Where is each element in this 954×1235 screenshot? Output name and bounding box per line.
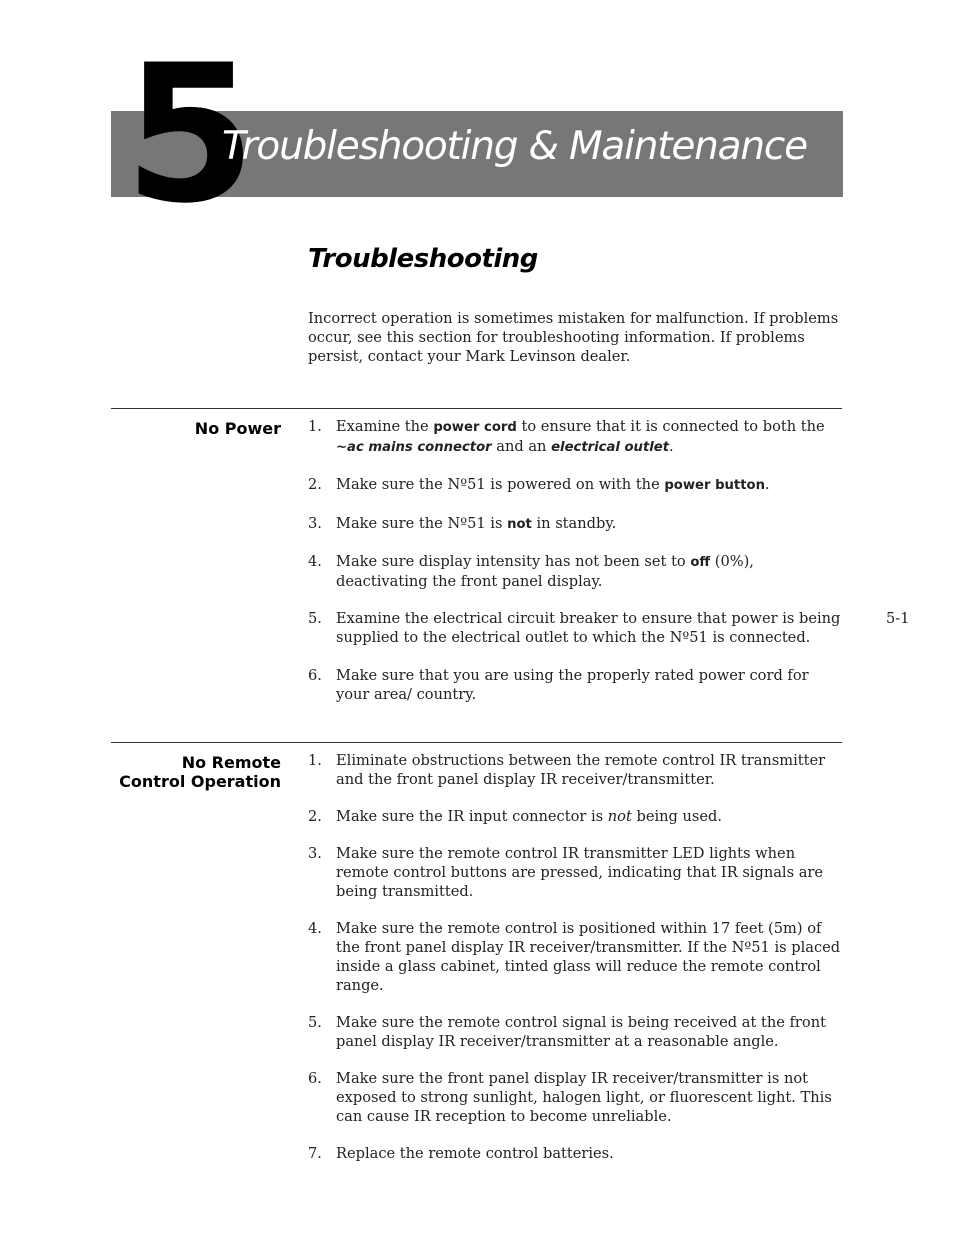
- keyword: electrical outlet: [551, 440, 670, 455]
- no-power-heading: No Power: [194, 419, 281, 438]
- section-divider: [111, 742, 842, 743]
- section-title: Troubleshooting: [308, 244, 538, 274]
- list-item: 6. Make sure that you are using the properly rated power cord for your area/ country.: [308, 667, 809, 703]
- list-item: 7. Replace the remote control batteries.: [308, 1145, 614, 1162]
- keyword: power button: [664, 478, 765, 493]
- chapter-number: 5: [124, 24, 249, 245]
- keyword: power cord: [433, 420, 517, 435]
- keyword: not: [507, 517, 532, 532]
- step-number: 6.: [308, 1070, 322, 1087]
- step-number: 3.: [308, 845, 322, 862]
- step-number: 2.: [308, 476, 322, 493]
- list-item: 3. Make sure the Nº51 is not in standby.: [308, 515, 617, 532]
- step-number: 1.: [308, 752, 322, 769]
- list-item: 1. Eliminate obstructions between the remote control IR transmitter and the front panel display IR receiver/transmitter.: [308, 752, 826, 788]
- step-number: 5.: [308, 1014, 322, 1031]
- list-item: 2. Make sure the Nº51 is powered on with the power button.: [308, 476, 770, 493]
- list-item: 5. Make sure the remote control signal is being received at the front panel display IR receiver/transmitter at a reasonable angle.: [308, 1014, 826, 1050]
- no-remote-steps: [308, 751, 844, 1163]
- list-item: 4. Make sure display intensity has not been set to off (0%), deactivating the front panel display.: [308, 553, 754, 590]
- intro-paragraph: Incorrect operation is sometimes mistaken for malfunction. If problems occur, see this section for troubleshooting information. If problems persist, contact your Mark Levinson dealer.: [308, 310, 839, 365]
- step-number: 7.: [308, 1145, 322, 1162]
- step-number: 4.: [308, 920, 322, 937]
- list-item: 3. Make sure the remote control IR transmitter LED lights when remote control buttons are pressed, indicating that IR signals are being transmitted.: [308, 845, 824, 900]
- list-item: 1. Examine the power cord to ensure that it is connected to both the ~ac mains connector and an electrical outlet.: [308, 418, 825, 455]
- step-number: 1.: [308, 418, 322, 435]
- step-number: 4.: [308, 553, 322, 570]
- section-divider: [111, 408, 842, 409]
- no-power-steps: [308, 417, 844, 704]
- step-number: 6.: [308, 667, 322, 684]
- no-remote-heading: No Remote Control Operation: [119, 753, 281, 791]
- list-item: 4. Make sure the remote control is positioned within 17 feet (5m) of the front panel display IR receiver/transmitter. If the Nº51 is placed inside a glass cabinet, tinted glass will reduce the remote control range.: [308, 920, 841, 994]
- list-item: 5. Examine the electrical circuit breaker to ensure that power is being supplied to the electrical outlet to which the Nº51 is connected.: [308, 610, 841, 646]
- list-item: 2. Make sure the IR input connector is not being used.: [308, 808, 723, 825]
- keyword: ~ac mains connector: [336, 440, 492, 455]
- chapter-title: Troubleshooting & Maintenance: [222, 124, 807, 169]
- step-number: 2.: [308, 808, 322, 825]
- list-item: 6. Make sure the front panel display IR receiver/transmitter is not exposed to strong sunlight, halogen light, or fluorescent light. This can cause IR reception to become unreliable.: [308, 1070, 832, 1125]
- step-number: 3.: [308, 515, 322, 532]
- keyword: off: [690, 555, 711, 570]
- step-number: 5.: [308, 610, 322, 627]
- page-number: 5-1: [886, 610, 910, 627]
